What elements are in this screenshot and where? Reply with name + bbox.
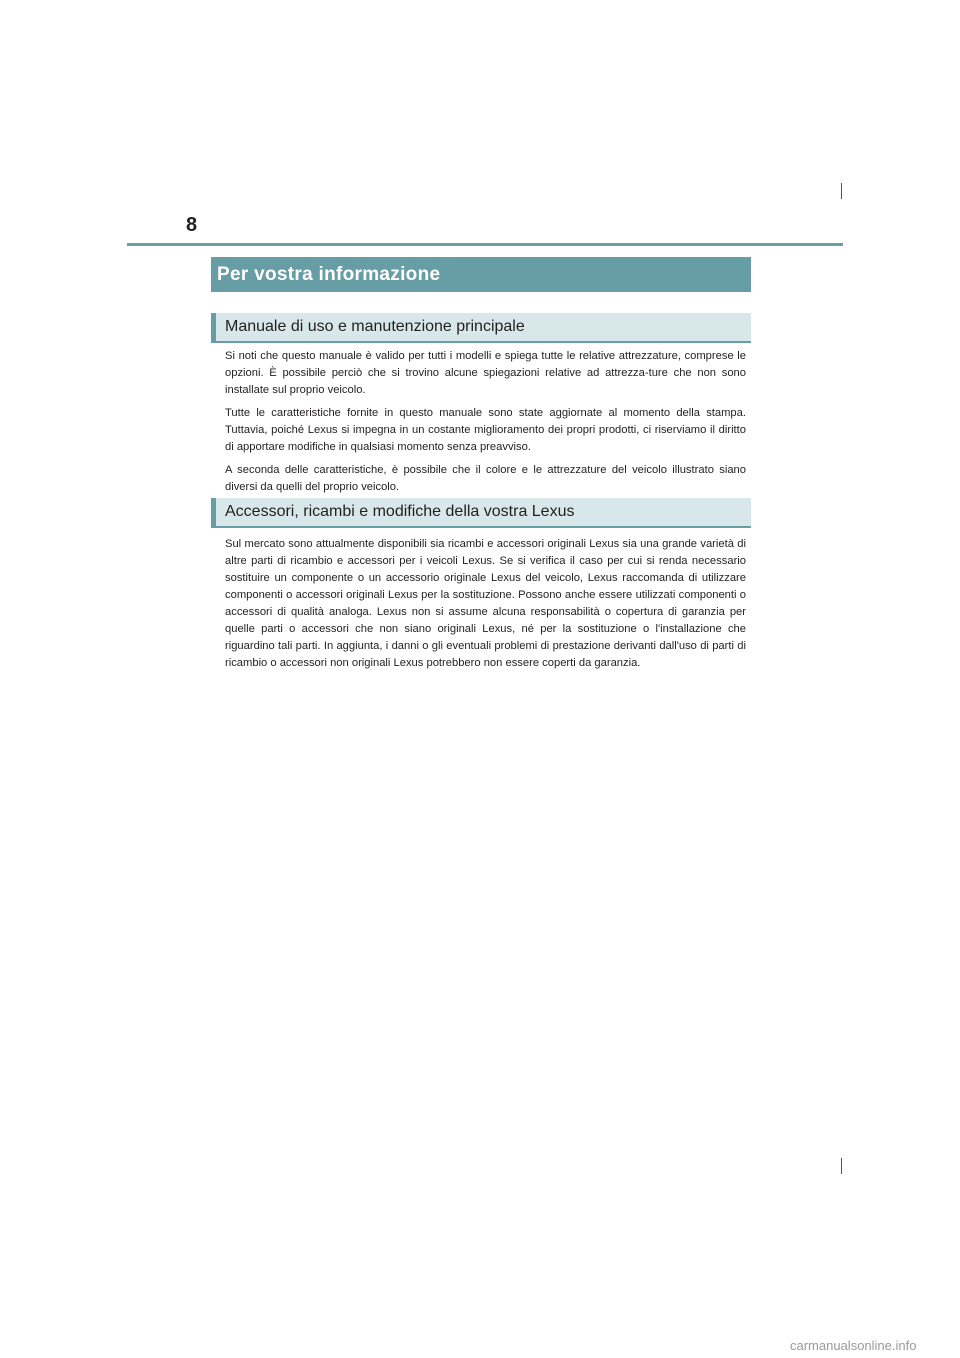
section-heading-label: Accessori, ricambi e modifiche della vostra Lexus [225,503,575,520]
section-heading-main-manual [211,313,751,343]
paragraph: A seconda delle caratteristiche, è possibile che il colore e le attrezzature del veicolo illustrato siano diversi da quelli del proprio veicolo. [225,464,746,493]
section-body-accessories [225,536,746,678]
paragraph: Si noti che questo manuale è valido per tutti i modelli e spiega tutte le relative attrezzature, comprese le opzioni. È possibile perciò che si trovino alcune spiegazioni relative ad attrezza-ture che non sono installate sul proprio veicolo. [225,350,746,396]
page-title-bar [211,257,751,292]
section-heading-label: Manuale di uso e manutenzione principale [225,318,525,335]
paragraph: Sul mercato sono attualmente disponibili sia ricambi e accessori originali Lexus sia una grande varietà di altre parti di ricambio e accessori per i veicoli Lexus. Se si verifica il caso per cui si renda necessario sostituire un componente o un accessorio originale Lexus del veicolo, Lexus raccomanda di utilizzare componenti o accessori originali Lexus per la sostituzione. Possono anche essere utilizzati componenti o accessori di qualità analoga. Lexus non si assume alcuna responsabilità o copertura di garanzia per quelle parti o accessori che non siano originali Lexus, né per la sostituzione o l'installazione che riguardino tali parti. In aggiunta, i danni o gli eventuali problemi di prestazione derivanti dall'uso di parti di ricambio o accessori non originali Lexus potrebbero non essere coperti da garanzia. [225,538,746,669]
paragraph: Tutte le caratteristiche fornite in questo manuale sono state aggiornate al momento della stampa. Tuttavia, poiché Lexus si impegna in un costante miglioramento dei propri prodotti, ci riserviamo il diritto di apportare modifiche in qualsiasi momento senza preavviso. [225,407,746,453]
page-title: Per vostra informazione [217,263,441,285]
section-heading-accessories [211,498,751,528]
watermark: carmanualsonline.info [790,1338,917,1353]
header-rule [127,243,843,246]
crop-mark [841,183,842,199]
page-number: 8 [186,214,198,236]
section-body-main-manual [225,348,746,502]
crop-mark [841,1158,842,1174]
